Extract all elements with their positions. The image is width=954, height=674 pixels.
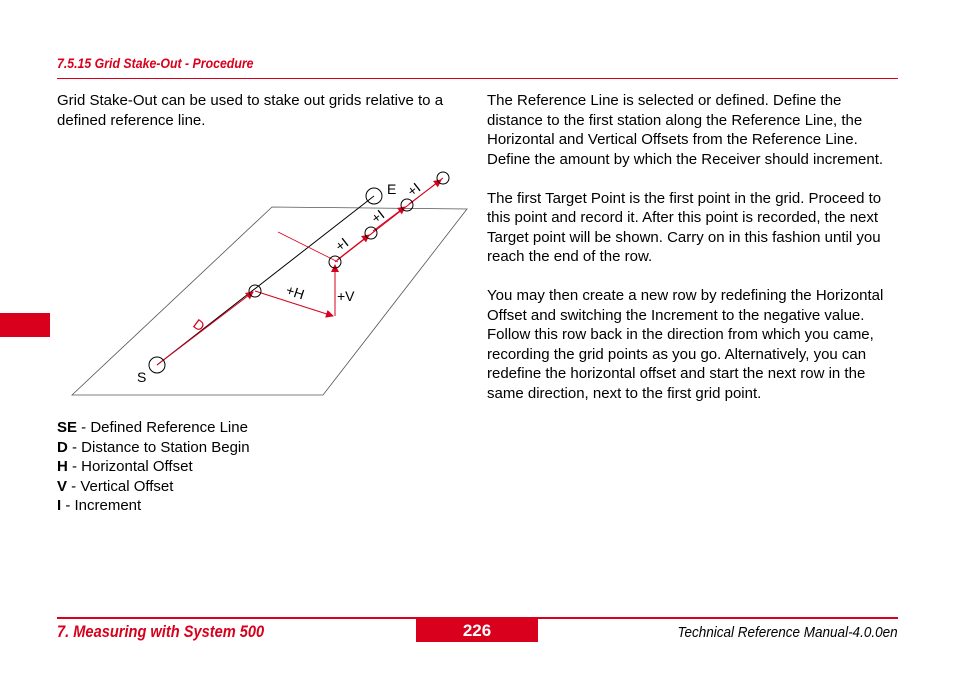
label-d: D — [190, 315, 208, 335]
legend-item: H - Horizontal Offset — [57, 458, 193, 475]
label-plus-i-3: +I — [403, 179, 424, 200]
grid-point-2 — [365, 227, 377, 239]
chapter-side-tab — [0, 313, 50, 337]
ground-plane — [72, 207, 467, 395]
header-rule — [57, 78, 898, 79]
page-number: 226 — [416, 619, 538, 642]
paragraph: The first Target Point is the first point in the grid. Proceed to this point and record it. After this point is recorded, the next Target point will be shown. Carry on in this fashion until you reach the end of the row. — [487, 189, 882, 265]
label-e: E — [387, 181, 397, 197]
label-plus-i-1: +I — [331, 234, 352, 255]
distance-arrow — [157, 292, 253, 365]
paragraph: The Reference Line is selected or defined. Define the distance to the first station along the Reference Line, the Horizontal and Vertical Offsets from the Reference Line. Define the amount by which the Receiver should increment. — [487, 92, 884, 168]
section-title: 7.5.15 Grid Stake-Out - Procedure — [57, 55, 254, 71]
legend-item: V - Vertical Offset — [57, 477, 174, 495]
label-plus-i-2: +I — [367, 206, 388, 227]
grid-stakeout-diagram — [60, 160, 470, 400]
chapter-title: 7. Measuring with System 500 — [57, 622, 265, 641]
legend-item: D - Distance to Station Begin — [57, 438, 250, 456]
legend — [57, 418, 250, 516]
paragraph: You may then create a new row by redefining the Horizontal Offset and switching the Increment to the negative value. Follow this row back in the direction from which you came, recording the grid points as you go. Alternatively, you can redefine the horizontal offset and start the next row in the same direction, next to the first grid point. — [487, 287, 884, 402]
legend-item: SE - Defined Reference Line — [57, 419, 248, 436]
legend-item: I - Increment — [57, 497, 142, 514]
intro-paragraph: Grid Stake-Out can be used to stake out grids relative to a defined reference line. — [57, 92, 444, 129]
label-plus-v: +V — [337, 288, 355, 304]
procedure-text — [487, 91, 899, 423]
label-plus-h: +H — [284, 281, 307, 303]
manual-title: Technical Reference Manual-4.0.0en — [677, 624, 898, 641]
grid-point-3 — [401, 199, 413, 211]
label-s: S — [137, 369, 147, 385]
offset-guide-line — [278, 232, 338, 262]
